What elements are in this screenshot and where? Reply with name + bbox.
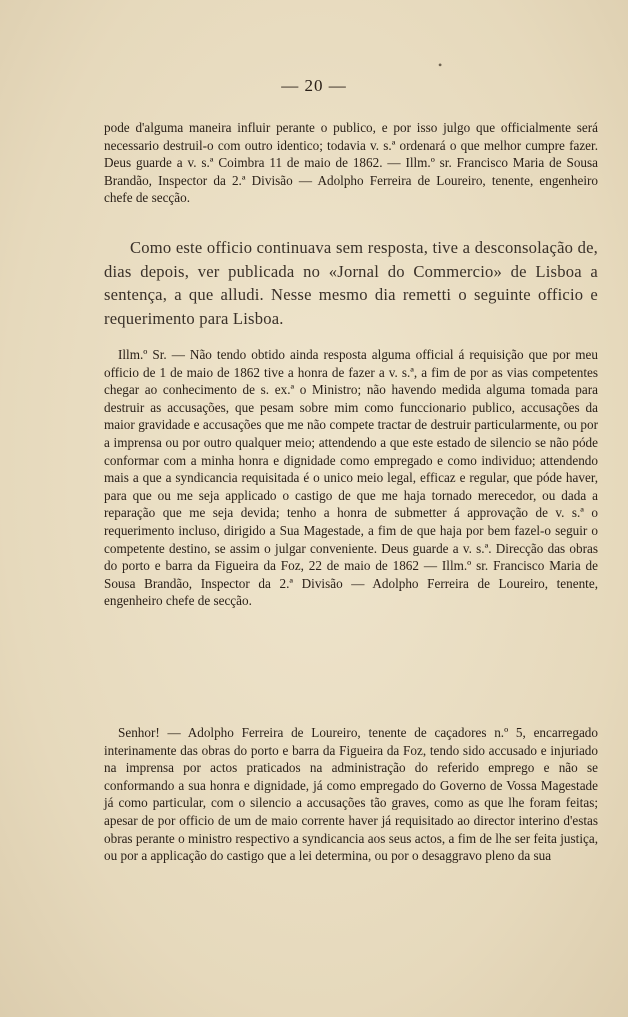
paragraph-letter-end: pode d'alguma maneira influir perante o publico, e por isso julgo que officialmente será necessario destruil-o com outro identico; todavia v. s.ª ordenará o que melhor cumpre fazer. Deus guarde a v. s.ª Coimbra 11 de maio de 1862. — Illm.º sr. Francisco Maria de Sousa Brandão, Inspector da 2.ª Divisão — Adolpho Ferreira de Loureiro, tenente, engenheiro chefe de secção. — [104, 120, 598, 206]
paragraph-narrative: Como este officio continuava sem resposta, tive a desconsolação de, dias depois, ver publicada no «Jornal do Commercio» de Lisboa a sentença, a que alludi. Nesse mesmo dia remetti o seguinte officio e requerimento para Lisboa. — [104, 238, 598, 328]
page-number: — 20 — — [281, 76, 347, 95]
ink-speck: • — [438, 58, 443, 72]
paragraph-official-letter: Illm.º Sr. — Não tendo obtido ainda resposta alguma official á requisição que por meu officio de 1 de maio de 1862 tive a honra de fazer a v. s.ª, a fim de por as vias competentes chegar ao conhecimento de s. ex.ª o Ministro; não havendo medida alguma tomada para destruir as accusações, que pesam sobre mim como funccionario publico, accusações da maior gravidade e accusações que me não compete tractar de destruir particularmente, ou por a imprensa ou por outro qualquer meio; attendendo a que este estado de silencio se não póde conformar com a minha honra e dignidade como empregado e como individuo; attendendo mais a que a syndicancia requisitada é o unico meio legal, efficaz e regular, que póde haver, para que ou me seja applicado o castigo de que me haja tornado merecedor, ou dada a reparação que me seja devida; tenho a honra de submetter á approvação de v. s.ª o requerimento incluso, dirigido a Sua Magestade, a fim de que haja por bem fazel-o seguir o competente destino, se assim o julgar conveniente. Deus guarde a v. s.ª. Direcção das obras do porto e barra da Figueira da Foz, 22 de maio de 1862 — Illm.º sr. Francisco Maria de Sousa Brandão, Inspector da 2.ª Divisão — Adolpho Ferreira de Loureiro, tenente, engenheiro chefe de secção. — [104, 347, 598, 609]
paragraph-petition: Senhor! — Adolpho Ferreira de Loureiro, tenente de caçadores n.º 5, encarregado interinamente das obras do porto e barra da Figueira da Foz, tendo sido accusado e injuriado na imprensa por actos praticados na administração do referido emprego e não se conformando a sua honra e dignidade, já como empregado do Governo de Vossa Magestade já como particular, com o silencio a accusações tão graves, como as que lhe foram feitas; apesar de por officio de um de maio corrente haver já requisitado ao director interino d'estas obras perante o ministro respectivo a syndicancia aos seus actos, a fim de lhe ser feita justiça, ou por a applicação do castigo que a lei determina, ou por o desaggravo pleno da sua — [104, 725, 598, 864]
